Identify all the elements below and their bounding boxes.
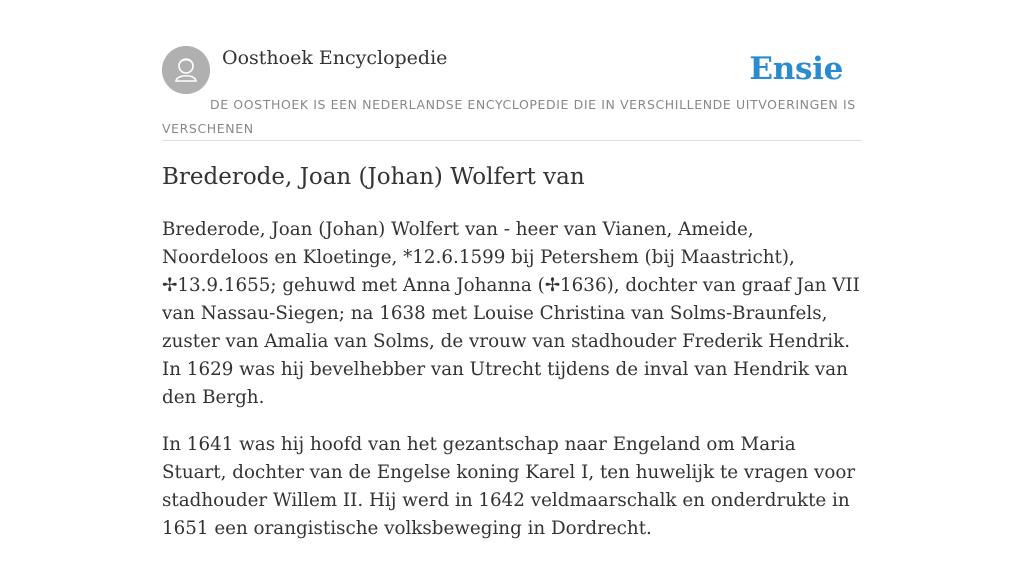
page-container [162,46,862,539]
source-header [162,46,862,141]
user-avatar-icon[interactable] [162,46,210,94]
source-tagline: DE OOSTHOEK IS EEN NEDERLANDSE ENCYCLOPEDIE DIE IN VERSCHILLENDE UITVOERINGEN IS VERSCHENEN [162,97,856,136]
article-paragraph: Brederode, Joan (Johan) Wolfert van - heer van Vianen, Ameide, Noordeloos en Kloetinge, *12.6.1599 bij Petershem (bij Maastricht), ✢13.9.1655; gehuwd met Anna Johanna (✢1636), dochter van graaf Jan VII van Nassau-Siegen; na 1638 met Louise Christina van Solms-Braunfels, zuster van Amalia van Solms, de vrouw van stadhouder Frederik Hendrik. In 1629 was hij bevelhebber van Utrecht tijdens de inval van Hendrik van den Bergh. [162,219,860,408]
article-title: Brederode, Joan (Johan) Wolfert van [162,164,585,190]
article-body [162,216,862,562]
ensie-logo[interactable]: Ensie [749,51,843,87]
source-name-link[interactable]: Oosthoek Encyclopedie [222,47,448,69]
article-paragraph: In 1641 was hij hoofd van het gezantschap naar Engeland om Maria Stuart, dochter van de Engelse koning Karel I, ten huwelijk te vragen voor stadhouder Willem II. Hij werd in 1642 veldmaarschalk en onderdrukte in 1651 een orangistische volksbeweging in Dordrecht. [162,434,856,539]
